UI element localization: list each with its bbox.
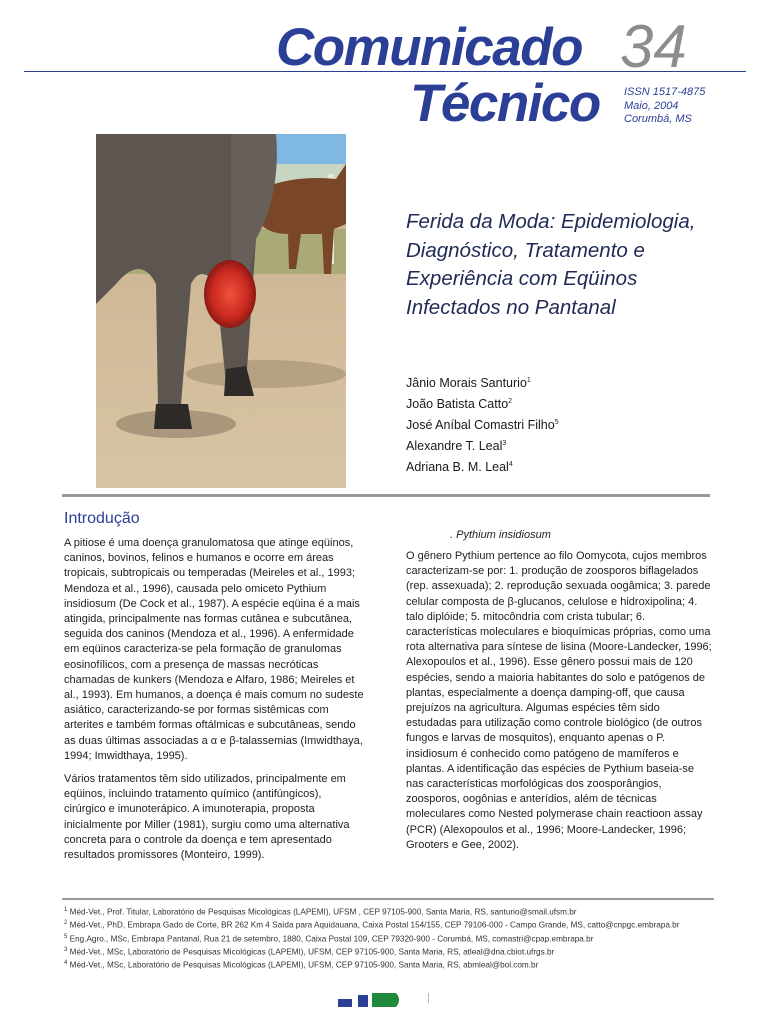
paragraph: O gênero Pythium pertence ao filo Oomycota, cujos membros caracterizam-se por: 1. produção de zoosporos biflagelados (rep. assexuada); 2. reprodução sexuada oogâmica; 3. parede celular composta de β-glucanos, celulose e hidroxipolina; 4. talo diplóide; 5. mitocôndria com crista tubular; 6. características moleculares e bioquímicas próprias, como uma rota alternativa para síntese de lisina (Moore-Landecker, 1996; Alexopoulos et al., 1996). Esse gênero possui mais de 120 espécies, sendo a maioria habitantes do solo e patógenos de plantas, especialmente a doença damping-off, que causa prejuízos na agricultura. Algumas espécies têm sido estudadas para utilização como controle biológico (de outros fungos e larvas de mosquitos), enquanto apenas o P. insidiosum é conhecido como patógeno de mamíferos e plantas. A identificação das espécies de Pythium baseia-se nas características morfológicas dos zoosporângios, zoosporos, oogônias e anterídios, além de técnicas moleculares como Nested polymerase chain reactioon assay (PCR) (Alexopoulos et al., 1996; Moore-Landecker, 1996; Grooters e Gee, 2002). bbox=[406, 550, 712, 851]
issue-place: Corumbá, MS bbox=[624, 113, 692, 125]
footnote-marker: 5 bbox=[64, 933, 68, 940]
issue-number: 34 bbox=[620, 13, 687, 80]
footnote-text: Méd-Vet., MSc, Laboratório de Pesquisas Micológicas (LAPEMI), UFSM, CEP 97105-900, Santa Maria, RS, abmleal@bol.com.br bbox=[69, 961, 539, 971]
footnote-text: Méd-Vet., PhD, Embrapa Gado de Corte, BR 262 Km 4 Saída para Aquidauana, Caixa Postal 154/155, CEP 79106-000 - Campo Grande, MS, catto@cnpgc.embrapa.br bbox=[69, 921, 680, 931]
author-name: Alexandre T. Leal bbox=[406, 439, 503, 454]
author bbox=[406, 372, 559, 393]
paragraph: A pitiose é uma doença granulomatosa que atinge eqüinos, caninos, bovinos, felinos e humanos e ocorre em áreas tropicais, subtropicais ou temperadas (Meireles et al., 1993; Mendoza et al., 1996), causada pelo omiceto Pythium insidiosum (De Cock et al., 1987). A espécie eqüina é a mais atingida, principalmente nas formas cutânea e subcutânea, seguida dos caninos (Mendoza et al., 1996). A enfermidade em eqüinos caracteriza-se pela formação de granulomas eosinofílicos, com a presença de massas necróticas chamadas de kunkers (Mendoza e Alfaro, 1986; Meireles et al., 1993). Em humanos, a doença é mais comum no sudeste asiático, caracterizando-se por formas sistêmicas com arterites e também formas oftálmicas e subcutâneas, sendo as duas últimas associadas a α e β-talassemias (Imwidthaya, 1994; Imwidthaya, 1995). bbox=[64, 537, 364, 762]
footnote-text: Méd-Vet., MSc, Laboratório de Pesquisas Micológicas (LAPEMI), UFSM, CEP 97105-900, Santa Maria, RS, atleal@dna.cbiot.ufrgs.br bbox=[69, 947, 555, 957]
issn: ISSN 1517-4875 bbox=[624, 86, 706, 98]
footnote-text: Méd-Vet., Prof. Titular, Laboratório de Pesquisas Micológicas (LAPEMI), UFSM , CEP 97105-900, Santa Maria, RS, santurio@smail.ufsm.br bbox=[69, 907, 577, 917]
author-footnote-ref: 5 bbox=[554, 418, 559, 426]
footnote-text: Eng.Agro., MSc, Embrapa Pantanal, Rua 21 de setembro, 1880, Caixa Postal 109, CEP 79320-900 - Corumbá, MS, comastri@cpap.embrapa.br bbox=[69, 934, 594, 944]
footnote bbox=[64, 958, 714, 971]
footnote bbox=[64, 918, 714, 931]
author-name: José Aníbal Comastri Filho bbox=[406, 418, 555, 433]
publication-title-line1: Comunicado bbox=[276, 18, 582, 77]
publication-title-line2: Técnico bbox=[410, 74, 600, 133]
footnote bbox=[64, 932, 714, 945]
author-name: João Batista Catto bbox=[406, 397, 509, 412]
author-name: Adriana B. M. Leal bbox=[406, 459, 509, 474]
author-footnote-ref: 4 bbox=[508, 460, 513, 468]
author bbox=[406, 456, 559, 477]
footnote-marker: 4 bbox=[64, 960, 68, 967]
author-footnote-ref: 3 bbox=[502, 439, 507, 447]
article-title: Ferida da Moda: Epidemiologia, Diagnóstico, Tratamento e Experiência com Eqüinos Infectados no Pantanal bbox=[406, 210, 696, 319]
issue-date: Maio, 2004 bbox=[624, 99, 679, 112]
footnote-marker: 1 bbox=[64, 907, 68, 913]
author bbox=[406, 414, 559, 435]
horse-leg-photo bbox=[96, 134, 346, 488]
issue-meta bbox=[624, 86, 705, 127]
right-column bbox=[406, 549, 712, 861]
footnote bbox=[64, 945, 714, 958]
embrapa-logo-fragment bbox=[338, 993, 402, 1007]
author-name: Jânio Morais Santurio bbox=[406, 376, 527, 391]
page-mark bbox=[428, 993, 429, 1003]
section-heading-introducao: Introdução bbox=[64, 510, 140, 527]
author-footnote-ref: 1 bbox=[526, 377, 531, 384]
footnote-marker: 3 bbox=[64, 946, 68, 953]
figure-caption: . Pythium insidiosum bbox=[450, 529, 551, 541]
footnote bbox=[64, 905, 714, 918]
paragraph: Vários tratamentos têm sido utilizados, principalmente em eqüinos, incluindo tratamento químico (antifúngicos), cirúrgico e imunoterápico. A imunoterapia, proposta inicialmente por Miller (1981), surgiu como uma alternativa concreta para o controle da doença e tem apresentado resultados promissores (Monteiro, 1999). bbox=[64, 773, 350, 862]
author-list bbox=[406, 372, 559, 477]
footnote-divider bbox=[62, 898, 714, 900]
left-column bbox=[64, 536, 364, 871]
author bbox=[406, 435, 559, 456]
section-divider bbox=[62, 494, 710, 497]
author-footnote-ref: 2 bbox=[508, 397, 513, 405]
footnotes bbox=[64, 905, 714, 972]
author bbox=[406, 393, 559, 414]
footnote-marker: 2 bbox=[64, 920, 68, 927]
